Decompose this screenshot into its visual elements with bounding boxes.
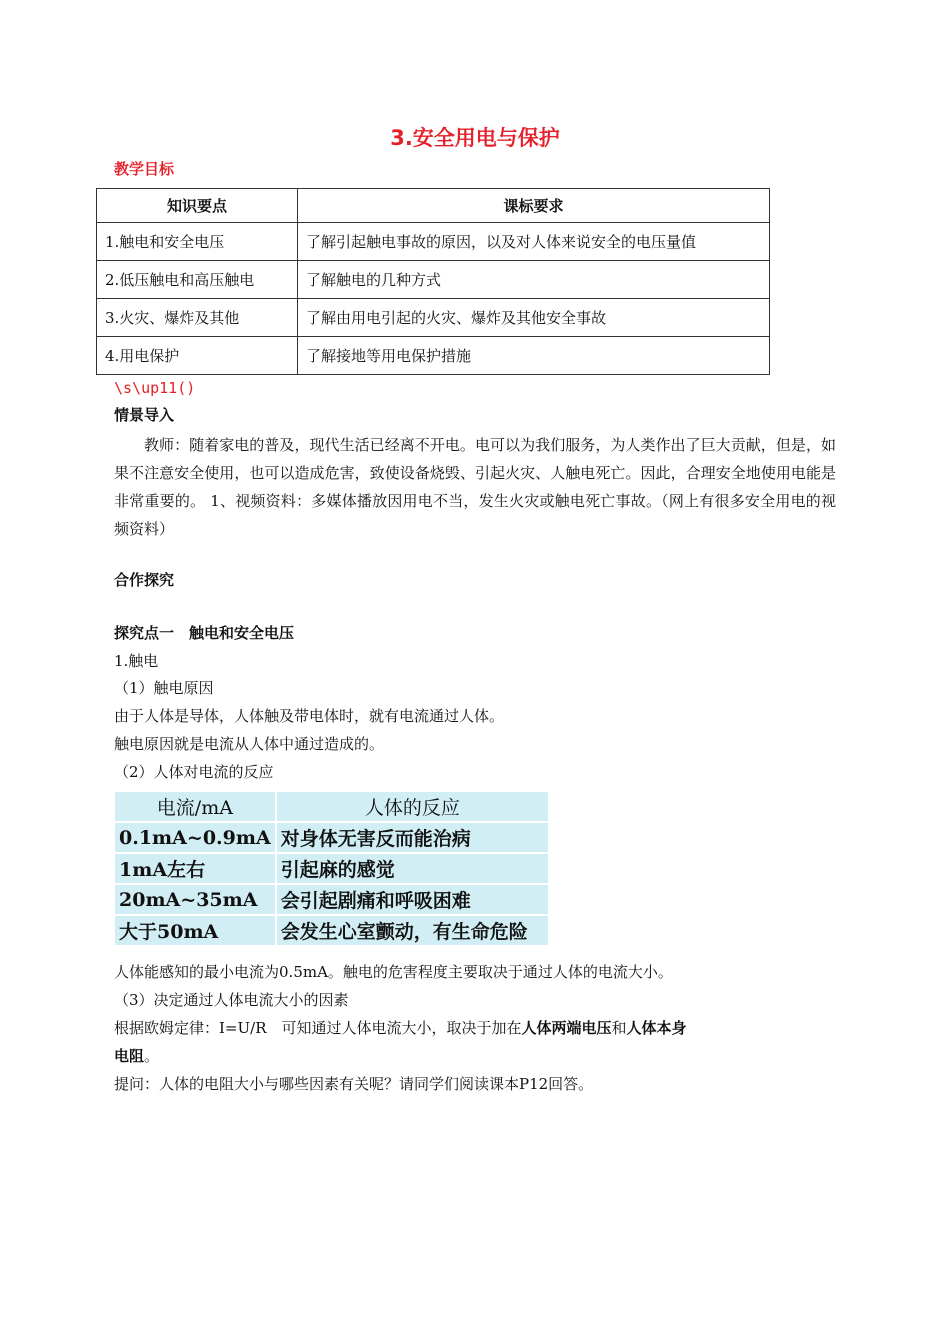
table-row [115, 916, 548, 945]
table-row [97, 299, 770, 337]
field-code-text: \s\up11() [114, 379, 196, 397]
page-title: 3.安全用电与保护 [390, 126, 560, 150]
question-text: 提问：人体的电阻大小与哪些因素有关呢？请同学们阅读课本P12回答。 [114, 1075, 594, 1093]
text-line: 由于人体是导体，人体触及带电体时，就有电流通过人体。 [114, 707, 505, 725]
ohm-law-voltage: 人体两端电压 [521, 1019, 612, 1037]
current-header-reaction: 人体的反应 [277, 792, 548, 821]
explore-heading: 探究点一 触电和安全电压 [114, 624, 295, 642]
text-line: （1）触电原因 [114, 679, 214, 697]
ohm-law-body: 人体本身 [626, 1019, 687, 1037]
text-line: 触电原因就是电流从人体中通过造成的。 [114, 735, 385, 753]
text-line: 1.触电 [114, 652, 159, 670]
table-row [97, 223, 770, 261]
ohm-law-prefix: 根据欧姆定律：I=U/R 可知通过人体电流大小，取决于加在 [114, 1019, 522, 1037]
current-cell: 大于50mA [115, 916, 275, 945]
text-line: （2）人体对电流的反应 [114, 763, 274, 781]
intro-heading: 情景导入 [114, 406, 175, 424]
reaction-cell: 对身体无害反而能治病 [277, 823, 548, 852]
goals-cell: 3.火灾、爆炸及其他 [97, 299, 298, 337]
goals-cell: 了解接地等用电保护措施 [298, 337, 770, 375]
coop-heading: 合作探究 [114, 571, 175, 589]
goals-cell: 了解引起触电事故的原因，以及对人体来说安全的电压量值 [298, 223, 770, 261]
current-cell: 1mA左右 [115, 854, 275, 883]
goals-cell: 了解触电的几种方式 [298, 261, 770, 299]
goals-cell: 4.用电保护 [97, 337, 298, 375]
current-header-current: 电流/mA [115, 792, 275, 821]
ohm-law-and: 和 [611, 1019, 627, 1037]
factors-heading: （3）决定通过人体电流大小的因素 [114, 991, 349, 1009]
reaction-cell: 引起麻的感觉 [277, 854, 548, 883]
goals-table-header [97, 189, 770, 223]
table-row [97, 261, 770, 299]
current-cell: 20mA~35mA [115, 885, 275, 914]
table-row [115, 854, 548, 883]
current-reaction-table [113, 790, 550, 947]
reaction-cell: 会发生心室颤动，有生命危险 [277, 916, 548, 945]
table-row [115, 823, 548, 852]
intro-paragraph: 教师：随着家电的普及，现代生活已经离不开电。电可以为我们服务，为人类作出了巨大贡献，但是，如果不注意安全使用，也可以造成危害，致使设备烧毁、引起火灾、人触电死亡。因此，合理安全地使用电能是非常重要的。 1、视频资料：多媒体播放因用电不当，发生火灾或触电死亡事故。（网上有很多安全用电的视频资料） [114, 436, 836, 538]
goals-table [96, 188, 770, 375]
goals-cell: 了解由用电引起的火灾、爆炸及其他安全事故 [298, 299, 770, 337]
current-table-header [115, 792, 548, 821]
current-cell: 0.1mA~0.9mA [115, 823, 275, 852]
goals-header-requirement: 课标要求 [298, 189, 770, 223]
min-current-text: 人体能感知的最小电流为0.5mA。触电的危害程度主要取决于通过人体的电流大小。 [114, 963, 673, 981]
ohm-law-resistance: 电阻 [114, 1047, 145, 1065]
goals-cell: 2.低压触电和高压触电 [97, 261, 298, 299]
reaction-cell: 会引起剧痛和呼吸困难 [277, 885, 548, 914]
ohm-law-line [114, 1017, 687, 1038]
table-row [115, 885, 548, 914]
ohm-law-line-2 [114, 1045, 159, 1066]
goals-header-knowledge: 知识要点 [97, 189, 298, 223]
teaching-goals-heading: 教学目标 [114, 160, 175, 178]
goals-cell: 1.触电和安全电压 [97, 223, 298, 261]
table-row [97, 337, 770, 375]
ohm-law-end: 。 [144, 1047, 160, 1065]
